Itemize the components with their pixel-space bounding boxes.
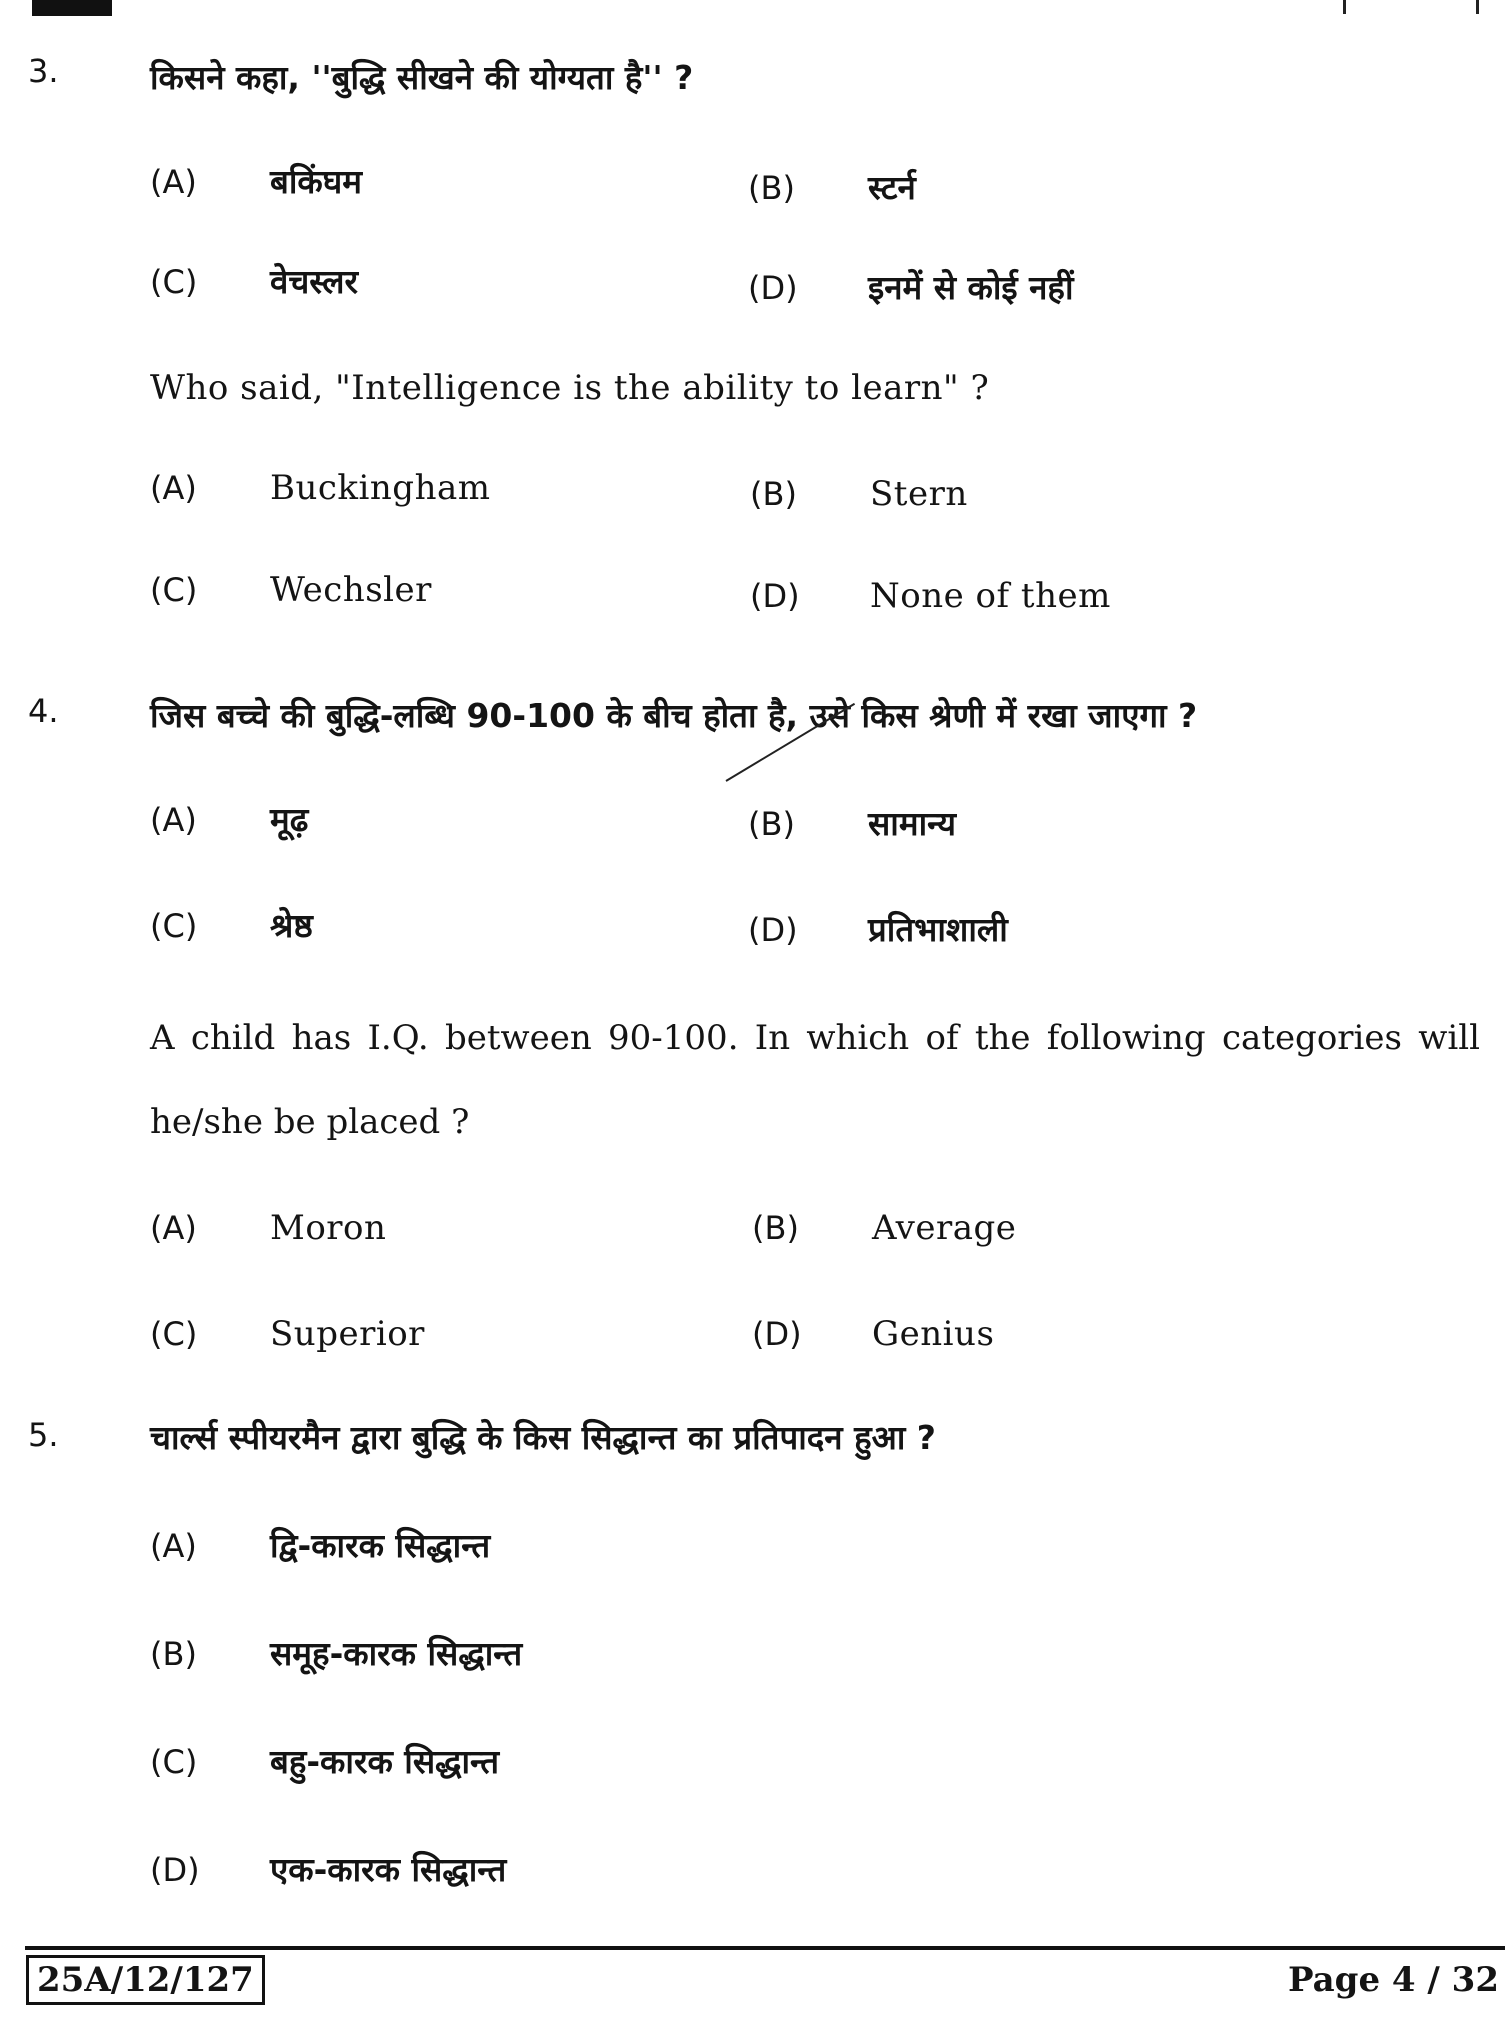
question-text-english: Who said, "Intelligence is the ability to learn" ? <box>150 368 990 408</box>
option-a-english: (A) Buckingham <box>150 468 491 508</box>
option-c-hindi: (C) बहु-कारक सिद्धान्त <box>150 1742 500 1781</box>
option-b-hindi: (B) समूह-कारक सिद्धान्त <box>150 1634 523 1673</box>
option-d-hindi: (D) इनमें से कोई नहीं <box>748 268 1074 307</box>
option-d-hindi: (D) एक-कारक सिद्धान्त <box>150 1850 507 1889</box>
page-number: Page 4 / 32 <box>1288 1960 1499 2000</box>
option-b-hindi: (B) सामान्य <box>748 804 957 843</box>
option-b-english: (B) Stern <box>750 474 968 514</box>
paper-code-box: 25A/12/127 <box>26 1955 265 2005</box>
option-b-hindi: (B) स्टर्न <box>748 168 916 207</box>
footer-divider <box>25 1946 1505 1950</box>
question-number: 3. <box>28 52 59 90</box>
option-a-english: (A) Moron <box>150 1208 387 1248</box>
option-d-english: (D) Genius <box>752 1314 995 1354</box>
question-text-hindi: किसने कहा, ''बुद्धि सीखने की योग्यता है'' ? <box>150 58 694 97</box>
option-c-english: (C) Superior <box>150 1314 425 1354</box>
header-code-bracket <box>1343 0 1479 14</box>
option-d-hindi: (D) प्रतिभाशाली <box>748 910 1008 949</box>
option-a-hindi: (A) मूढ़ <box>150 800 309 839</box>
question-number: 5. <box>28 1416 59 1454</box>
question-text-hindi: चार्ल्स स्पीयरमैन द्वारा बुद्धि के किस सिद्धान्त का प्रतिपादन हुआ ? <box>150 1418 936 1457</box>
option-d-english: (D) None of them <box>750 576 1111 616</box>
option-c-hindi: (C) वेचस्लर <box>150 262 359 301</box>
question-text-english: A child has I.Q. between 90-100. In which of the following categories will he/she be placed ? <box>150 1018 1480 1142</box>
question-number: 4. <box>28 692 59 730</box>
option-c-hindi: (C) श्रेष्ठ <box>150 906 313 945</box>
option-a-hindi: (A) द्वि-कारक सिद्धान्त <box>150 1526 491 1565</box>
option-a-hindi: (A) बकिंघम <box>150 162 362 201</box>
question-text-hindi: जिस बच्चे की बुद्धि-लब्धि 90-100 के बीच होता है, उसे किस श्रेणी में रखा जाएगा ? <box>150 696 1198 735</box>
top-corner-mark <box>32 0 112 16</box>
option-c-english: (C) Wechsler <box>150 570 432 610</box>
option-b-english: (B) Average <box>752 1208 1017 1248</box>
